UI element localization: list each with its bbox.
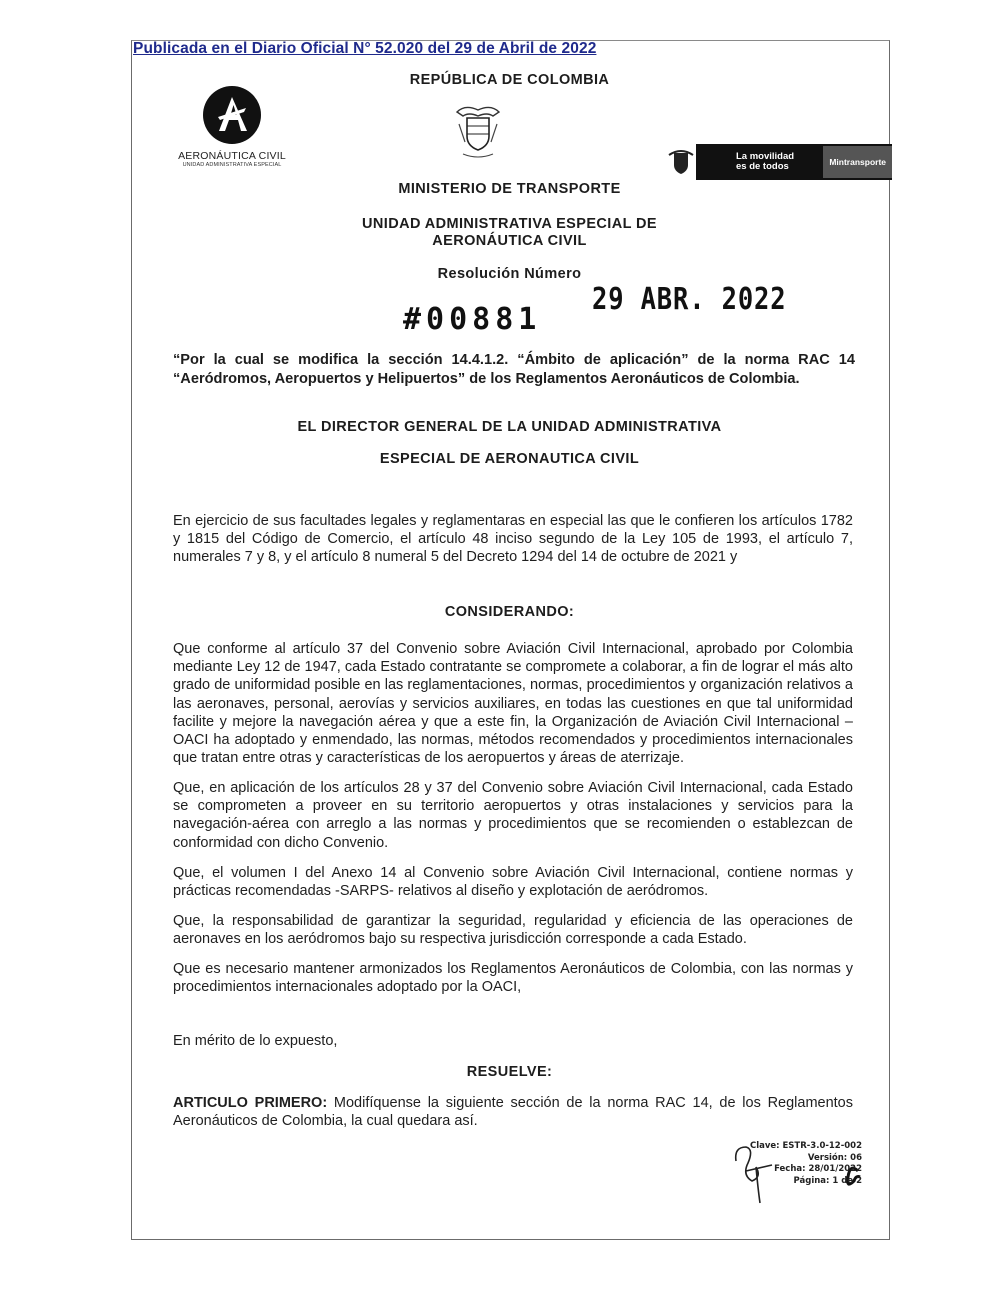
considerando-paragraph-4: Que, la responsabilidad de garantizar la seguridad, regularidad y eficiencia de las operaciones de aeronaves en los aeródromos bajo su respectiva jurisdicción corresponde a cada Estado.: [173, 913, 853, 948]
aerocivil-subtitle: UNIDAD ADMINISTRATIVA ESPECIAL: [182, 162, 282, 168]
publication-link[interactable]: Publicada en el Diario Oficial N° 52.020 del 29 de Abril de 2022: [133, 40, 597, 57]
small-crest-icon: [666, 147, 696, 177]
coat-of-arms-icon: [453, 104, 503, 162]
resolution-date: 29 ABR. 2022: [592, 282, 787, 317]
articulo-text: Modifíquense la siguiente sección de la norma RAC 14, de los Reglamentos Aeronáuticos de Colombia, la cual quedara así.: [173, 1095, 853, 1130]
resolution-label: Resolución Número: [437, 266, 582, 282]
director-line2: ESPECIAL DE AERONAUTICA CIVIL: [379, 451, 640, 467]
considerando-paragraph-2: Que, en aplicación de los artículos 28 y 37 del Convenio sobre Aviación Civil Internacional, cada Estado se comprometen a proveer en su territorio aeropuertos y otras instalaciones y servicios para la navegación-aérea con arreglo a las normas y procedimientos que se recomienden o establezcan de conformidad con dicho Convenio.: [173, 780, 853, 851]
fecha-text: Fecha: 28/01/2022: [774, 1164, 862, 1175]
unit-heading-line2: AERONÁUTICA CIVIL: [432, 233, 587, 249]
resolution-title: “Por la cual se modifica la sección 14.4.1.2. “Ámbito de aplicación” de la norma RAC 14 “Aeródromos, Aeropuertos y Helipuertos” de los Reglamentos Aeronáuticos de Colombia.: [173, 352, 855, 387]
director-line1: EL DIRECTOR GENERAL DE LA UNIDAD ADMINISTRATIVA: [297, 419, 722, 435]
articulo-primero: [173, 1094, 853, 1130]
clave-text: Clave: ESTR-3.0-12-002: [749, 1141, 862, 1151]
aerocivil-emblem-icon: [203, 86, 261, 144]
mintransporte-slogan-1: La movilidad: [736, 151, 795, 162]
resolution-number: #00881: [403, 302, 542, 337]
resuelve-heading: RESUELVE:: [466, 1064, 553, 1080]
considerando-paragraph-5: Que es necesario mantener armonizados los Reglamentos Aeronáuticos de Colombia, con las normas y procedimientos internacionales adoptado por la OACI,: [173, 961, 853, 996]
preamble-paragraph: En ejercicio de sus facultades legales y reglamentaras en especial las que le confieren los artículos 1782 y 1815 del Código de Comercio, el artículo 48 inciso segundo de la Ley 105 de 1993, el artículo 7, numerales 7 y 8, y el artículo 8 numeral 5 del Decreto 1294 del 14 de octubre de 2021 y: [173, 513, 853, 566]
considerando-paragraph-1: Que conforme al artículo 37 del Convenio sobre Aviación Civil Internacional, aprobado por Colombia mediante Ley 12 de 1947, cada Estado contratante se compromete a colaborar, a fin de lograr el más alto grado de uniformidad posible en las reglamentaciones, normas, procedimientos y organización relativos a las aeronaves, personal, aerovías y servicios auxiliares, en todas las cuestiones en que tal uniformidad facilite y mejore la navegación aérea y que a este fin, la Organización de Aviación Civil Internacional –OACI ha adoptado y enmendado, las normas, métodos recomendados y procedimientos internacionales que tratan entre otras y características de los aeropuertos y áreas de aterrizaje.: [173, 641, 853, 767]
version-text: Versión: 06: [807, 1152, 862, 1163]
document-control-text: [750, 1141, 862, 1188]
mintransporte-slogan-2: es de todos: [736, 161, 789, 172]
pagina-text: Página: 1 de 2: [793, 1176, 862, 1187]
merito-line: En mérito de lo expuesto,: [173, 1033, 338, 1049]
document-control-block: [732, 1141, 862, 1213]
mintransporte-name: Mintransporte: [823, 146, 892, 178]
unit-heading-line1: UNIDAD ADMINISTRATIVA ESPECIAL DE: [362, 216, 657, 232]
aerocivil-logo: [173, 86, 291, 168]
articulo-label: ARTICULO PRIMERO:: [173, 1095, 328, 1111]
considerando-paragraph-3: Que, el volumen I del Anexo 14 al Convenio sobre Aviación Civil Internacional, contiene normas y prácticas recomendadas -SARPS- relativos al diseño y explotación de aeródromos.: [173, 865, 853, 900]
mintransporte-logo: [666, 144, 892, 180]
ministry-heading: MINISTERIO DE TRANSPORTE: [398, 181, 621, 197]
considerando-heading: CONSIDERANDO:: [444, 604, 575, 620]
republic-heading: REPÚBLICA DE COLOMBIA: [409, 72, 610, 88]
aerocivil-name: AERONÁUTICA CIVIL: [178, 150, 286, 162]
